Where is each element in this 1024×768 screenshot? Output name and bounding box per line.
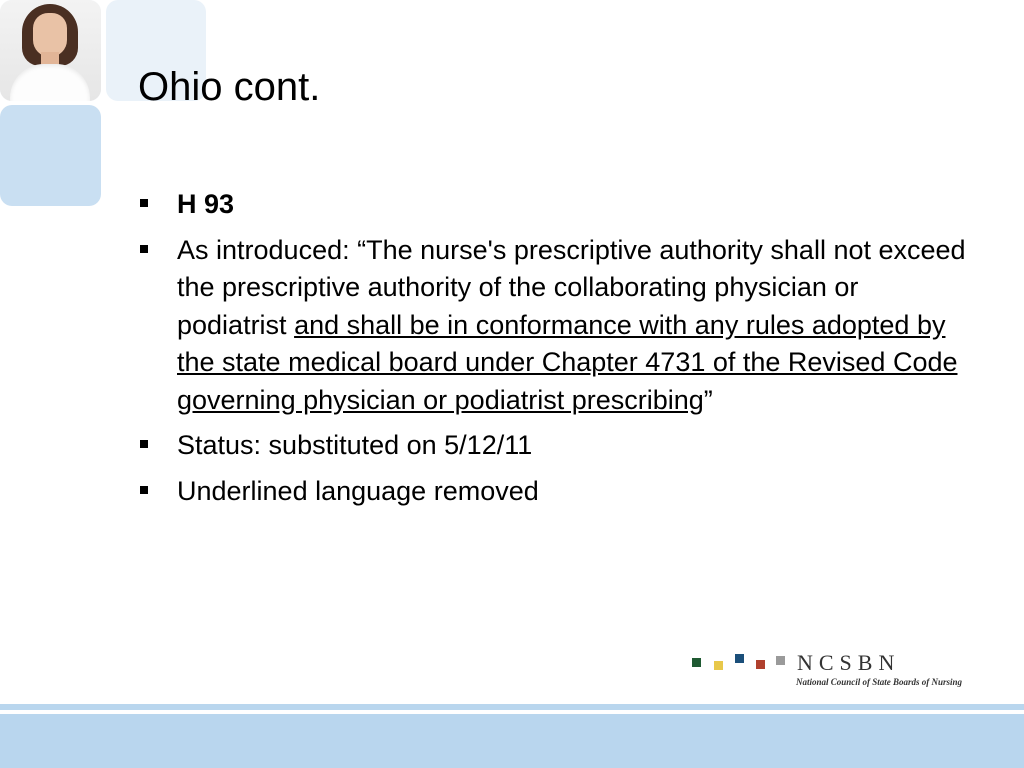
bullet-list — [140, 186, 970, 518]
logo-name: NCSBN — [797, 650, 901, 675]
footer-line — [0, 704, 1024, 710]
quote-prefix: As introduced: “The nurse's prescriptive authority shall not exceed the prescriptive authority of the collaborating physician or podiatrist — [177, 234, 966, 340]
quote-suffix: ” — [703, 384, 713, 415]
bullet-item — [140, 473, 970, 511]
logo-tagline: National Council of State Boards of Nursing — [796, 677, 963, 687]
bullet-item — [140, 186, 970, 224]
square-bullet-icon — [140, 486, 148, 494]
logo-square-icon — [756, 660, 765, 669]
logo-square-icon — [735, 654, 744, 663]
logo-square-icon — [714, 661, 723, 670]
logo-square-icon — [692, 658, 701, 667]
square-bullet-icon — [140, 440, 148, 448]
ncsbn-logo — [692, 652, 992, 692]
bullet-item — [140, 427, 970, 465]
photo-tile — [0, 0, 101, 101]
square-bullet-icon — [140, 245, 148, 253]
slide-title: Ohio cont. — [138, 65, 321, 109]
presenter-photo — [0, 0, 101, 101]
bullet-item — [140, 232, 970, 420]
square-bullet-icon — [140, 199, 148, 207]
bill-number: H 93 — [177, 189, 235, 219]
status-text: Status: substituted on 5/12/11 — [177, 430, 533, 460]
note-text: Underlined language removed — [177, 475, 539, 506]
decorative-tile-left — [0, 105, 101, 206]
footer-band — [0, 714, 1024, 768]
logo-square-icon — [776, 656, 785, 665]
quote-underlined: and shall be in conformance with any rules adopted by the state medical board under Chapter 4731 of the Revised Code governing physician or podiatrist prescribing — [177, 309, 958, 415]
